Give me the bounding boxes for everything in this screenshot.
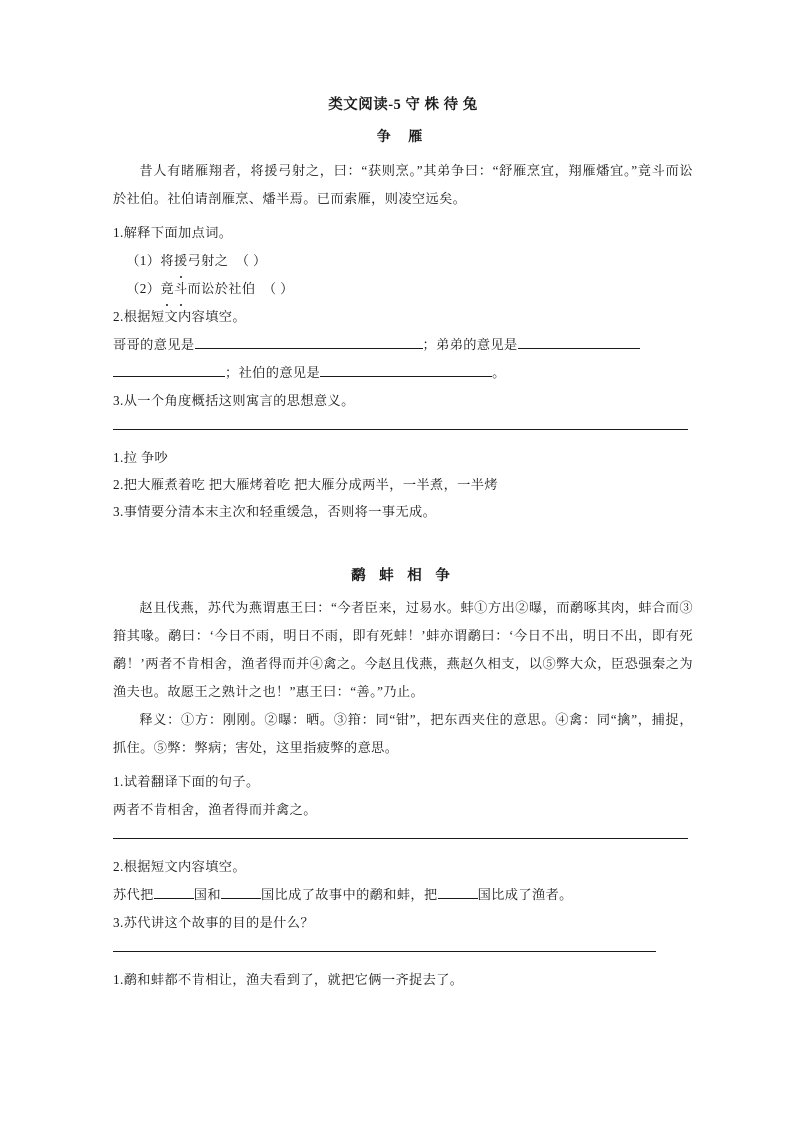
q2-blank-2[interactable] [518, 335, 640, 349]
article2-answers [113, 966, 693, 993]
q2-text-2: ；弟弟的意见是 [422, 337, 518, 353]
article1-answer-3: 3.事情要分清本末主次和轻重缓急，否则将一事无成。 [113, 504, 437, 520]
a2q2-blank-3[interactable] [438, 885, 478, 899]
article2-q3-label: 3.苏代讲这个故事的目的是什么？ [113, 914, 314, 930]
article2-answer-1: 1.鹬和蚌都不肯相让，渔夫看到了，就把它俩一齐捉去了。 [113, 971, 464, 987]
article2-title: 鹬 蚌 相 争 [351, 568, 455, 585]
a2q2-blank-1[interactable] [154, 885, 194, 899]
a2q2-blank-2[interactable] [221, 885, 261, 899]
q2-text-1: 哥哥的意见是 [113, 337, 195, 353]
q1a-answer-paren[interactable]: （ ） [235, 253, 267, 269]
q1b-emphasis-char-2: 斗 [174, 275, 188, 303]
q2-text-4: 。 [492, 365, 506, 381]
a2q2-text-2: 国和 [193, 886, 221, 902]
article1-q2-fill-row-2 [113, 359, 693, 387]
article1-answers [113, 444, 693, 525]
q1a-prefix: （1）将 [126, 253, 174, 269]
a2q2-text-4: 国比成了渔者。 [477, 886, 573, 902]
article2-notes: 释义：①方：刚刚。②曝：晒。③箝：同“钳”，把东西夹住的意思。④禽：同“擒”，捕捉，抓住。⑤弊：弊病；害处，这里指疲弊的意思。 [113, 711, 693, 755]
article1-title: 争 雁 [376, 129, 430, 145]
page-content [113, 96, 693, 993]
q1b-prefix: （2） [126, 281, 161, 297]
q1b-answer-paren[interactable]: （ ） [262, 281, 294, 297]
article1-answer-2: 2.把大雁煮着吃 把大雁烤着吃 把大雁分成两半，一半煮，一半烤 [113, 477, 498, 493]
article1-q2-label: 2.根据短文内容填空。 [113, 309, 246, 325]
article2-q1-sentence: 两者不肯相舍，渔者得而并禽之。 [113, 801, 317, 817]
q2-blank-4[interactable] [320, 363, 492, 377]
q1b-emphasis-char-1: 竟 [160, 275, 174, 303]
q1a-suffix: 弓射之 [187, 253, 229, 269]
article1-q3-label: 3.从一个角度概括这则寓言的思想意义。 [113, 393, 355, 409]
page-title: 类文阅读-5 守 株 待 兔 [328, 97, 478, 113]
a2q2-text-1: 苏代把 [113, 886, 154, 902]
article2-q1-label: 1.试着翻译下面的句子。 [113, 773, 260, 789]
article1-q1-item-a [113, 247, 693, 275]
a2q2-text-3: 国比成了故事中的鹬和蚌，把 [260, 886, 438, 902]
article1-q2-fill-row-1 [113, 331, 693, 359]
article2-body: 赵且伐燕，苏代为燕谓惠王曰：“今者臣来，过易水。蚌①方出②曝，而鹬啄其肉，蚌合而③箝其喙。鹬曰：‘今日不雨，明日不雨，即有死蚌！’蚌亦谓鹬曰：‘今日不出，明日不出，即有死鹬！’两者不肯相舍，渔者得而并④禽之。今赵且伐燕，燕赵久相支，以⑤弊大众，臣恐强秦之为渔夫也。故愿王之熟计之也！”惠王曰：“善。”乃止。 [113, 599, 693, 699]
article1-q1-label: 1.解释下面加点词。 [113, 225, 233, 241]
article2-q2-label: 2.根据短文内容填空。 [113, 858, 246, 874]
q2-text-3: ；社伯的意见是 [225, 365, 321, 381]
article1-answer-1: 1.拉 争吵 [113, 450, 169, 466]
q2-blank-1[interactable] [195, 335, 423, 349]
article1-body: 昔人有睹雁翔者，将援弓射之，曰：“获则烹。”其弟争曰：“舒雁烹宜，翔雁燔宜。”竟斗而讼於社伯。社伯请剖雁烹、燔半焉。已而索雁，则凌空远矣。 [113, 163, 693, 207]
article2-q2-fill-row [113, 881, 693, 909]
q1a-emphasis-char: 援 [174, 247, 188, 275]
article1-q1-item-b [113, 275, 693, 303]
q1b-suffix: 而讼於社伯 [187, 281, 256, 297]
q2-blank-3[interactable] [113, 363, 225, 377]
